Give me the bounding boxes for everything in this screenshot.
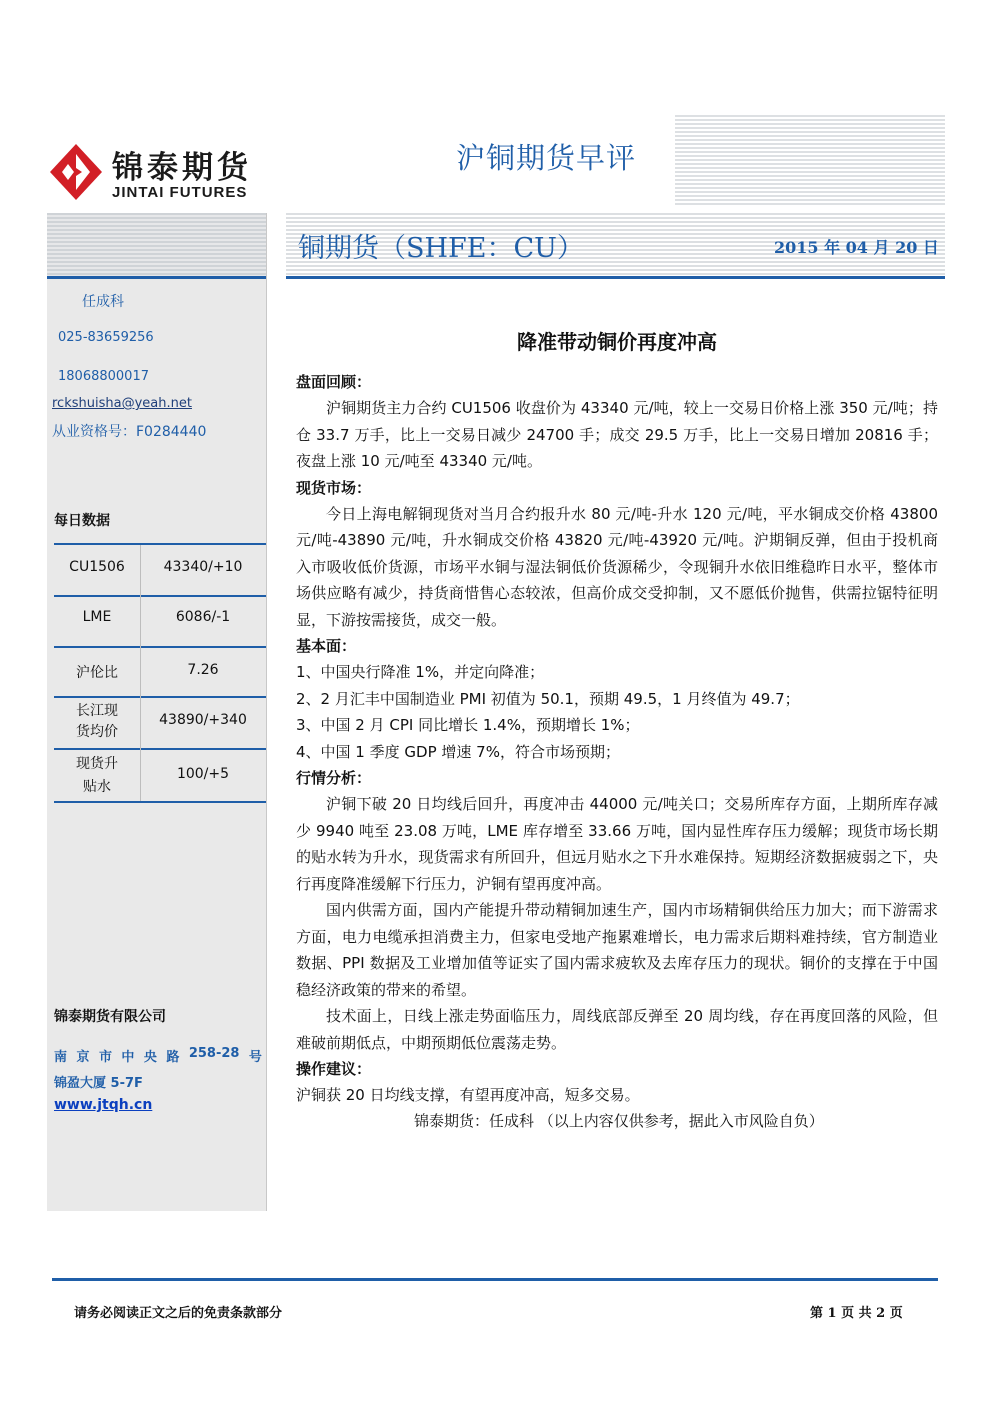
address-token: 市 bbox=[98, 1050, 112, 1065]
row-label: CU1506 bbox=[69, 559, 125, 575]
report-date: 2015 年 04 月 20 日 bbox=[774, 238, 939, 257]
analysis-paragraph: 国内供需方面，国内产能提升带动精铜加速生产，国内市场精铜供给压力加大；而下游需求方面，电力电缆承担消费主力，但家电受地产拖累难增长，电力需求后期料难持续，官方制造业数据、PPI 数据及工业增加值等证实了国内需求疲软及去库存压力的现状。铜价的支撑在于中国稳经济政策的带来的希望。 bbox=[296, 901, 938, 999]
section-title-advice: 操作建议： bbox=[296, 1060, 372, 1078]
address-token: 中 bbox=[121, 1050, 135, 1065]
row-label: LME bbox=[82, 609, 112, 625]
footer-divider bbox=[52, 1278, 938, 1281]
address-token: 南 bbox=[54, 1050, 68, 1065]
signature-line: 锦泰期货：任成科 （以上内容仅供参考，据此入市风险自负） bbox=[414, 1112, 824, 1130]
company-address-line1 bbox=[54, 1046, 262, 1065]
fundamental-item: 2、2 月汇丰中国制造业 PMI 初值为 50.1，预期 49.5，1 月终值为 49.7； bbox=[296, 689, 800, 708]
fundamental-item: 4、中国 1 季度 GDP 增速 7%，符合市场预期； bbox=[296, 742, 620, 761]
table-row bbox=[54, 698, 266, 748]
section-title-spot: 现货市场： bbox=[296, 478, 372, 497]
section-title-review: 盘面回顾： bbox=[296, 373, 372, 391]
section-title-fundamental: 基本面： bbox=[296, 637, 357, 655]
row-value: 6086/-1 bbox=[175, 609, 231, 625]
company-logo bbox=[48, 142, 268, 204]
logo-name-cn: 锦泰期货 bbox=[112, 150, 252, 186]
table-row bbox=[54, 750, 266, 801]
page-number: 第 1 页 共 2 页 bbox=[810, 1306, 903, 1321]
section-title-analysis: 行情分析： bbox=[296, 769, 372, 787]
report-series-title: 沪铜期货早评 bbox=[456, 141, 637, 175]
address-token: 路 bbox=[166, 1050, 180, 1065]
table-row bbox=[54, 648, 266, 696]
row-label: 现货升 贴水 bbox=[76, 756, 118, 795]
daily-data-title: 每日数据 bbox=[54, 513, 110, 529]
title-stripes bbox=[675, 115, 945, 207]
spot-paragraph: 今日上海电解铜现货对当月合约报升水 80 元/吨-升水 120 元/吨，平水铜成交价格 43800 元/吨-43890 元/吨，升水铜成交价格 43820 元/吨-43920 元/吨。沪期铜反弹，但由于投机商入市吸收低价货源，市场平水铜与湿法铜低价货源稀少，令现铜升水依旧维稳昨日水平，整体市场供应略有减少，持货商惜售心态较浓，但高价成交受抑制，又不愿低价抛售，供需拉锯特征明显，下游按需接货，成交一般。 bbox=[296, 504, 938, 629]
company-address-line2: 锦盈大厦 5-7F bbox=[54, 1076, 143, 1091]
analysis-paragraph: 沪铜下破 20 日均线后回升，再度冲击 44000 元/吨关口；交易所库存方面，上期所库存减少 9940 吨至 23.08 万吨，LME 库存增至 33.66 万吨，国内显性库存压力缓解；现货市场长期的贴水转为升水，现货需求有所回升，但远月贴水之下升水难保持。短期经济数据疲弱之下，央行再度降准缓解下行压力，沪铜有望再度冲高。 bbox=[296, 795, 938, 893]
analyst-mobile: 18068800017 bbox=[58, 369, 149, 384]
jintai-logo-icon bbox=[48, 142, 104, 202]
company-name: 锦泰期货有限公司 bbox=[54, 1009, 166, 1025]
sidebar-edge bbox=[266, 213, 267, 1211]
table-rule bbox=[54, 801, 266, 803]
analysis-paragraph: 技术面上，日线上涨走势面临压力，周线底部反弹至 20 周均线，存在再度回落的风险，但难破前期低点，中期预期低位震荡走势。 bbox=[296, 1007, 938, 1052]
fundamental-item: 1、中国央行降准 1%，并定向降准； bbox=[296, 663, 545, 681]
address-token: 央 bbox=[143, 1050, 157, 1065]
analyst-phone: 025-83659256 bbox=[58, 330, 154, 345]
sidebar-header-stripes bbox=[47, 213, 267, 276]
row-value: 43890/+340 bbox=[159, 712, 247, 728]
article-body bbox=[296, 320, 938, 1134]
fundamental-item: 3、中国 2 月 CPI 同比增长 1.4%，预期增长 1%； bbox=[296, 716, 640, 734]
row-value: 7.26 bbox=[187, 662, 219, 678]
header-divider bbox=[286, 276, 945, 279]
article-headline: 降准带动铜价再度冲高 bbox=[517, 330, 717, 354]
row-label: 长江现 货均价 bbox=[76, 703, 118, 740]
address-token: 京 bbox=[76, 1050, 90, 1065]
company-website-link[interactable]: www.jtqh.cn bbox=[54, 1097, 153, 1113]
product-title: 铜期货（SHFE：CU） bbox=[298, 233, 584, 264]
logo-name-en: JINTAI FUTURES bbox=[112, 184, 248, 201]
analyst-name: 任成科 bbox=[82, 294, 124, 310]
sidebar-divider bbox=[47, 276, 267, 279]
row-value: 43340/+10 bbox=[163, 559, 243, 575]
address-token: 号 bbox=[248, 1050, 262, 1065]
footer-disclaimer: 请务必阅读正文之后的免责条款部分 bbox=[74, 1306, 283, 1321]
row-label: 沪伦比 bbox=[76, 665, 118, 681]
row-value: 100/+5 bbox=[176, 766, 230, 782]
review-paragraph: 沪铜期货主力合约 CU1506 收盘价为 43340 元/吨，较上一交易日价格上涨 350 元/吨；持仓 33.7 万手，比上一交易日减少 24700 手；成交 29.5 万手，比上一交易日增加 20816 手；夜盘上涨 10 元/吨至 43340 元/吨。 bbox=[296, 399, 938, 470]
analyst-email-link[interactable]: rckshuisha@yeah.net bbox=[52, 396, 192, 411]
table-row bbox=[54, 545, 266, 595]
advice-text: 沪铜获 20 日均线支撑，有望再度冲高，短多交易。 bbox=[296, 1086, 640, 1104]
table-row bbox=[54, 597, 266, 646]
address-token: 258-28 bbox=[188, 1046, 240, 1061]
analyst-license: 从业资格号：F0284440 bbox=[52, 424, 207, 440]
